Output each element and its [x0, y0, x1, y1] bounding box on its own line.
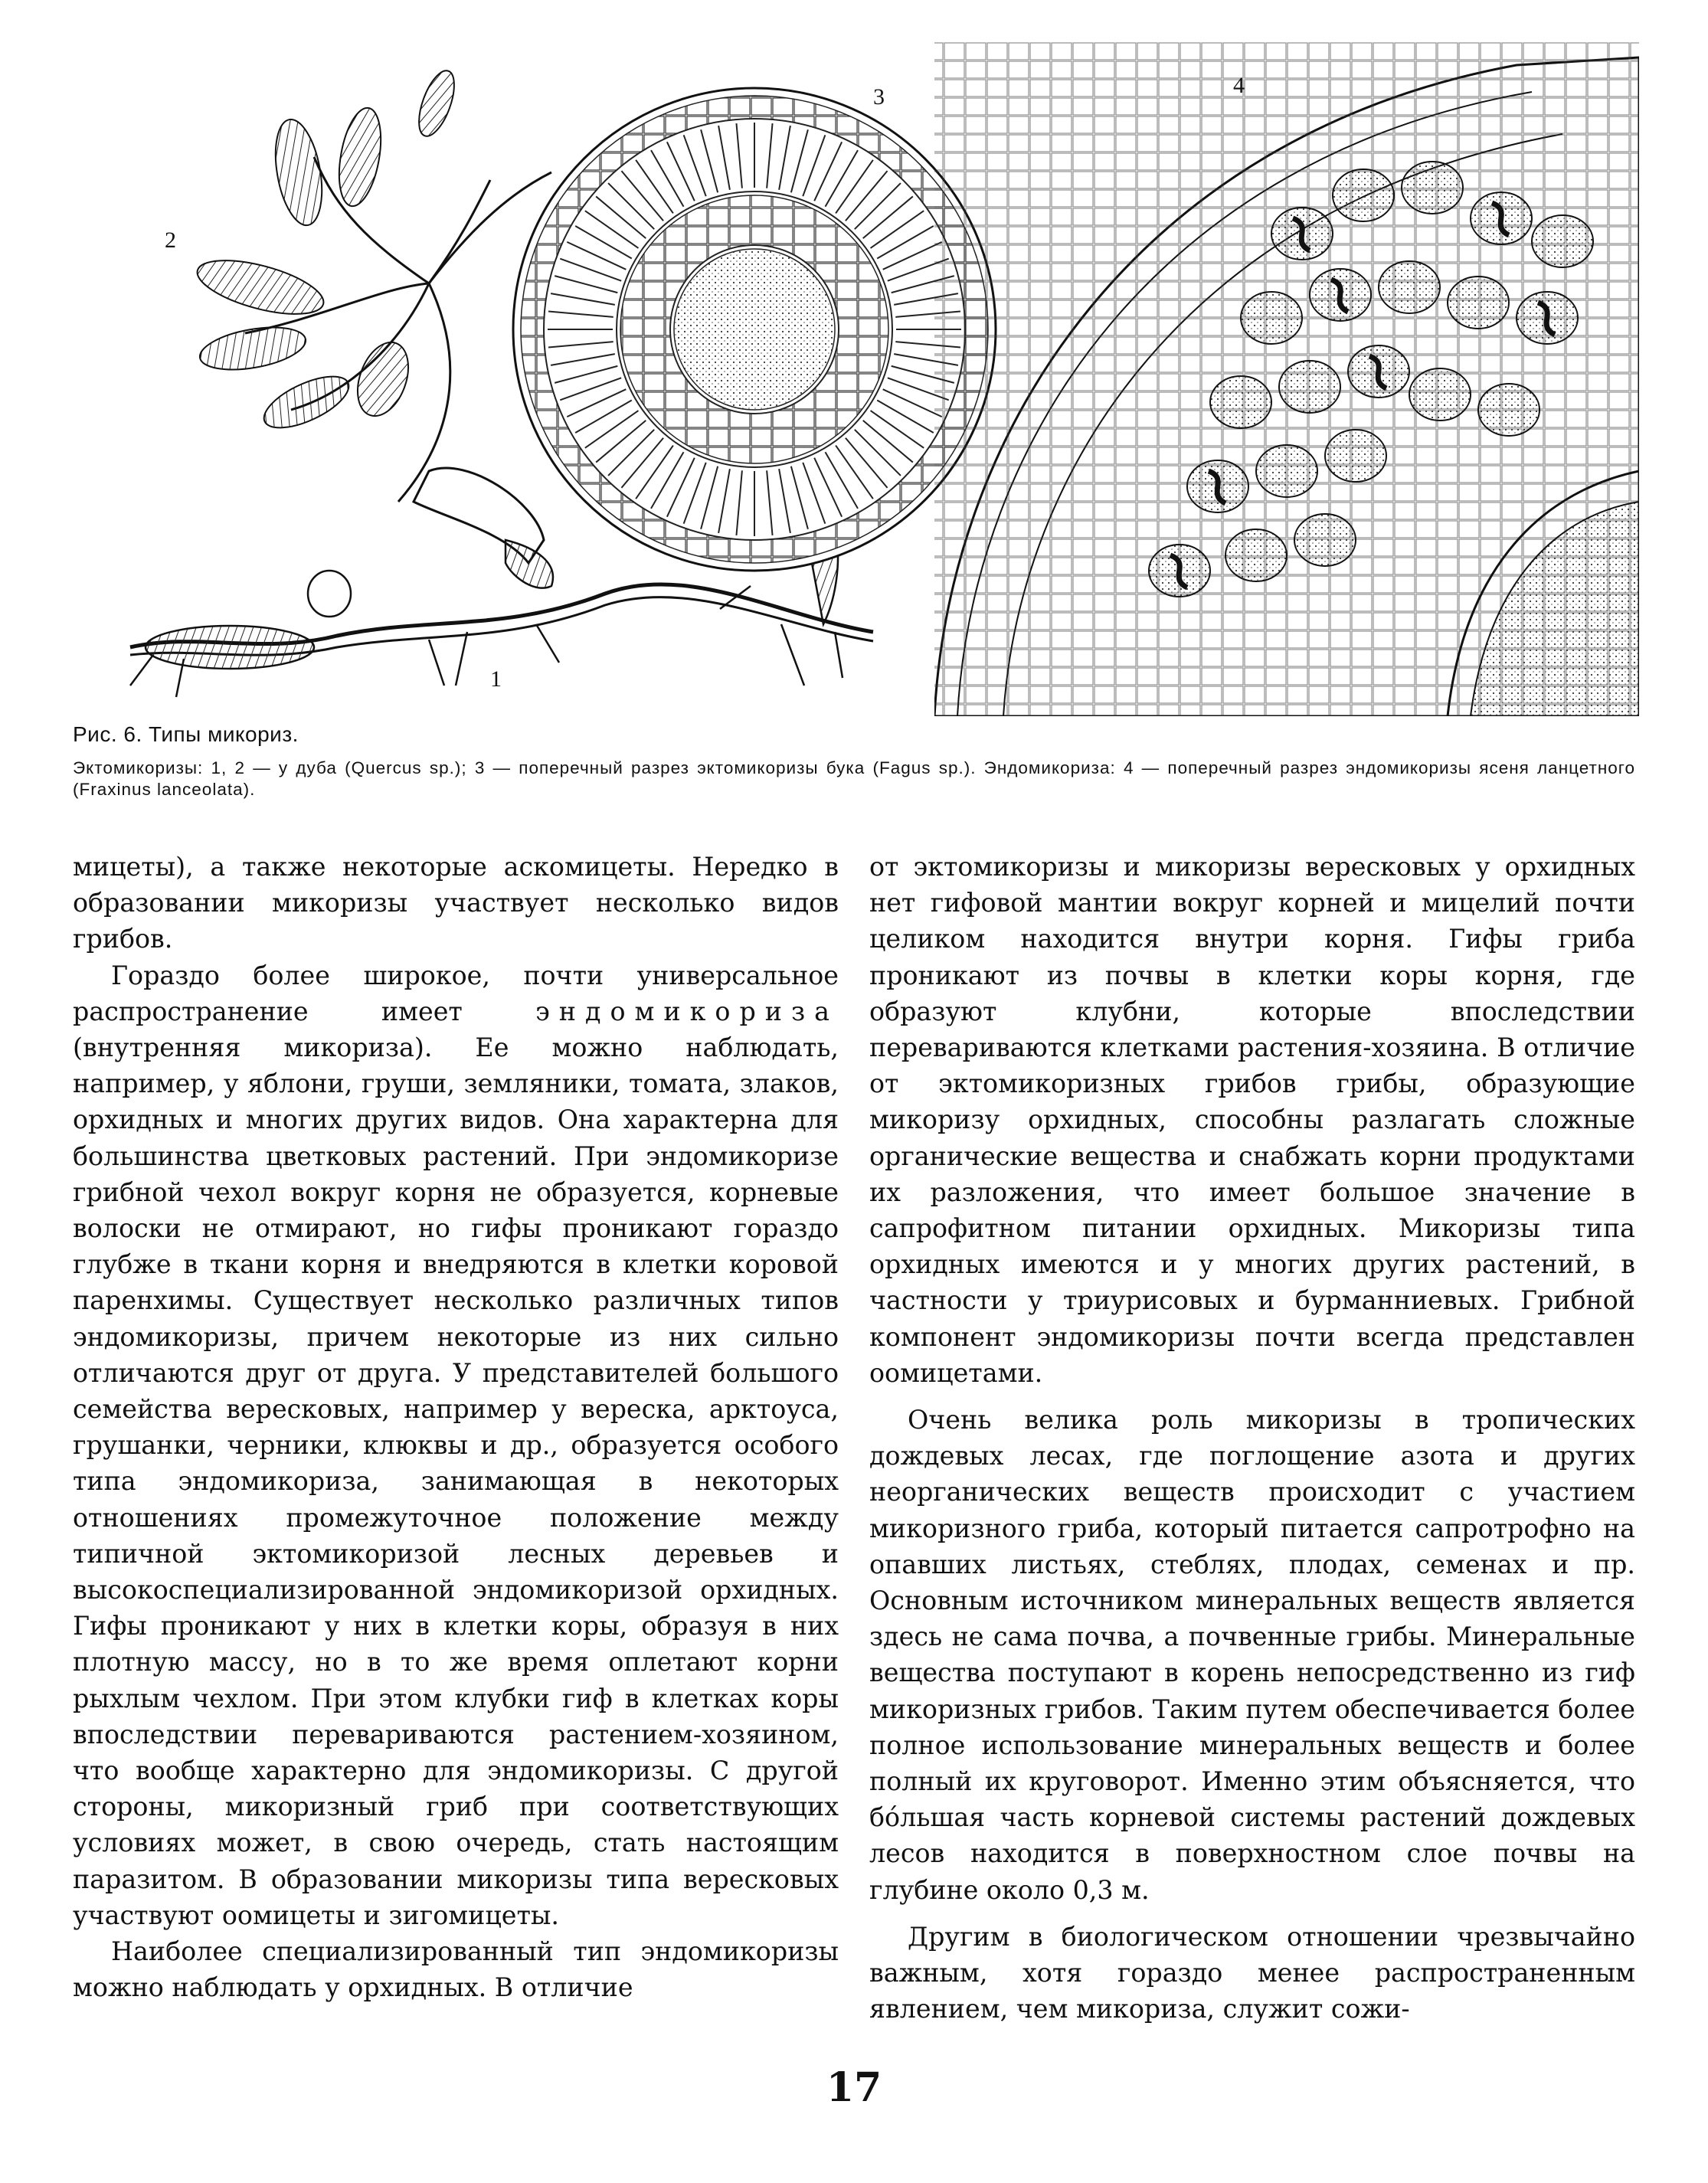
right-paragraph-1: от эктомикоризы и микоризы вересковых у орхидных нет гифовой мантии вокруг корней и мицелий почти целиком находится внутри корня. Гифы гриба проникают из почвы в клетки коры корня, где образуют клубни, которые впоследствии перевариваются клетками растения-хозяина. В отличие от эктомикоризных грибов грибы, образующие микоризу орхидных, способны разлагать сложные органические вещества и снабжать корни продуктами их разложения, что имеет большое значение в сапрофитном питании орхидных. Микоризы типа орхидных имеются и у многих других растений, в частности у триурисовых и бурманниевых. Грибной компонент эндомикоризы почти всегда представлен оомицетами. — [869, 852, 1635, 1388]
figure-mycorrhiza-types — [107, 42, 1639, 716]
left-paragraph-1: мицеты), а также некоторые аскомицеты. Нередко в образовании микоризы участвует несколько видов грибов. — [73, 852, 839, 954]
left-paragraph-2-start: Гораздо более широкое, почти универсальное распространение имеет — [73, 960, 839, 1026]
drawing-beech-cross-section — [513, 88, 996, 571]
figure-label-3: 3 — [873, 84, 885, 110]
caption-body: Эктомикоризы: 1, 2 — у дуба (Quercus sp.); 3 — поперечный разрез эктомикоризы бука (Fagus sp.). Эндомикориза: 4 — поперечный разрез эндомикоризы ясеня ланцетного (Fraxinus lanceolata). — [73, 758, 1635, 799]
right-paragraph-2: Очень велика роль микоризы в тропических дождевых лесах, где поглощение азота и других неорганических веществ происходит с участием микоризного гриба, который питается сапротрофно на опавших листьях, стеблях, плодах, семенах и пр. Основным источником минеральных веществ является здесь не сама почва, а почвенные грибы. Минеральные вещества поступают в корень непосредственно из гиф микоризных грибов. Таким путем обеспечивается более полное использование минеральных веществ и более полный их круговорот. Именно этим объясняется, что бóльшая часть корневой системы растений дождевых лесов находится в поверхностном слое почвы на глубине около 0,3 м. — [869, 1405, 1635, 1905]
term-endomycorrhiza: эндомикориза — [535, 996, 839, 1026]
left-paragraph-2 — [73, 957, 839, 1933]
figure-caption — [73, 722, 1635, 800]
left-paragraph-2-rest: (внутренняя микориза). Ее можно наблюдать, например, у яблони, груши, земляники, томата, злаков, орхидных и многих других видов. Она характерна для большинства цветковых растений. При эндомикоризе грибной чехол вокруг корня не образуется, корневые волоски не отмирают, но гифы проникают гораздо глубже в ткани корня и внедряются в клетки коровой паренхимы. Существует несколько различных типов эндомикоризы, причем некоторые из них сильно отличаются друг от друга. У представителей большого семейства вересковых, например у вереска, арктоуса, грушанки, черники, клюквы и др., образуется особого типа эндомикориза, занимающая в некоторых отношениях промежуточное положение между типичной эктомикоризой лесных деревьев и высокоспециализированной эндомикоризой орхидных. Гифы проникают у них в клетки коры, образуя в них плотную массу, но в то же время оплетают корни рыхлым чехлом. При этом клубки гиф в клетках коры впоследствии перевариваются растением-хозяином, что вообще характерно для эндомикоризы. С другой стороны, микоризный гриб при соответствующих условиях может, в свою очередь, стать настоящим паразитом. В образовании микоризы типа вересковых участвуют оомицеты и зигомицеты. — [73, 1033, 839, 1930]
figure-label-2: 2 — [165, 227, 176, 253]
drawing-ash-endomycorrhiza — [934, 42, 1639, 716]
caption-title: Рис. 6. Типы микориз. — [73, 722, 299, 746]
figure-label-1: 1 — [490, 666, 502, 692]
right-paragraph-3: Другим в биологическом отношении чрезвычайно важным, хотя гораздо менее распространенным явлением, чем микориза, служит сожи- — [869, 1921, 1635, 2024]
text-column-right — [869, 849, 1635, 2028]
text-column-left — [73, 849, 839, 2006]
left-paragraph-3: Наиболее специализированный тип эндомикоризы можно наблюдать у орхидных. В отличие — [73, 1936, 839, 2003]
page-number: 17 — [826, 2064, 882, 2111]
figure-illustration — [107, 42, 1639, 716]
figure-label-4: 4 — [1233, 73, 1245, 98]
